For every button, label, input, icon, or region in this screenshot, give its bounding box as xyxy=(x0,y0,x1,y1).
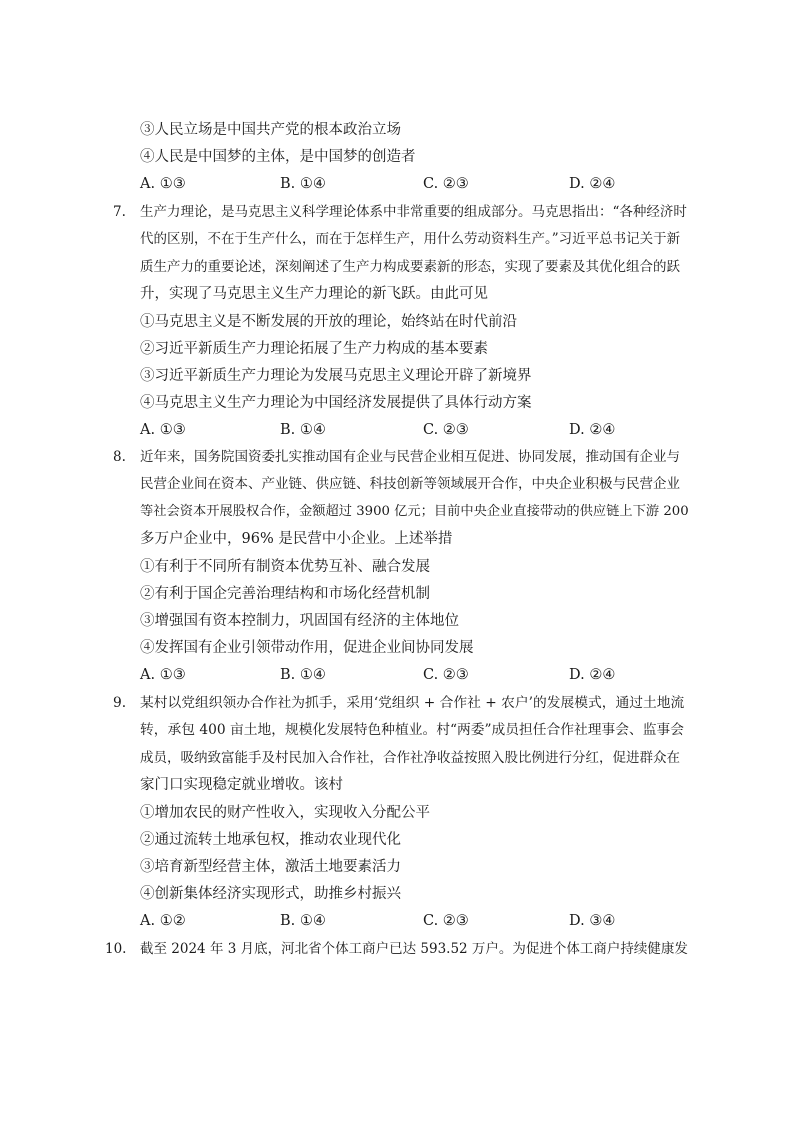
q9-stem-line-4: 家门口实现稳定就业增收。该村 xyxy=(140,777,343,793)
q7-statement-1: ①马克思主义是不断发展的开放的理论，始终站在时代前沿 xyxy=(140,314,517,330)
q7-statement-2: ②习近平新质生产力理论拓展了生产力构成的基本要素 xyxy=(140,341,488,357)
q7-statement-3: ③习近平新质生产力理论为发展马克思主义理论开辟了新境界 xyxy=(140,368,532,384)
q9-option-a: A. ①② xyxy=(140,913,186,929)
q8-option-a: A. ①③ xyxy=(140,667,186,683)
q9-option-d: D. ③④ xyxy=(569,913,616,929)
q8-statement-3: ③增强国有资本控制力，巩固国有经济的主体地位 xyxy=(140,613,459,629)
q8-number: 8. xyxy=(113,449,126,465)
q9-stem-line-2: 转，承包 400 亩土地，规模化发展特色种植业。村“两委”成员担任合作社理事会、监事会 xyxy=(140,722,685,738)
q6-options xyxy=(140,171,670,197)
q6-option-b: B. ①④ xyxy=(280,176,326,192)
q8-option-d: D. ②④ xyxy=(569,667,616,683)
q10-number: 10. xyxy=(105,941,127,957)
q8-statement-4: ④发挥国有企业引领带动作用，促进企业间协同发展 xyxy=(140,640,474,656)
q9-option-c: C. ②③ xyxy=(423,913,469,929)
q7-option-b: B. ①④ xyxy=(280,422,326,438)
q7-option-c: C. ②③ xyxy=(423,422,469,438)
q10-stem-line-1: 10. 截至 2024 年 3 月底，河北省个体工商户已达 593.52 万户。为促进个体工商户持续健康发 xyxy=(105,936,688,962)
q7-stem-line-1: 7. 生产力理论，是马克思主义科学理论体系中非常重要的组成部分。马克思指出：“各种经济时 xyxy=(113,199,687,225)
q9-option-b: B. ①④ xyxy=(280,913,326,929)
q7-option-a: A. ①③ xyxy=(140,422,186,438)
q8-statement-1: ①有利于不同所有制资本优势互补、融合发展 xyxy=(140,559,430,575)
q8-stem-line-2: 民营企业间在资本、产业链、供应链、科技创新等领域展开合作，中央企业积极与民营企业 xyxy=(140,476,680,492)
q7-stem-line-2: 代的区别，不在于生产什么，而在于怎样生产，用什么劳动资料生产。”习近平总书记关于新 xyxy=(140,231,681,247)
q9-options xyxy=(140,908,670,934)
q6-statement-4: ④人民是中国梦的主体，是中国梦的创造者 xyxy=(140,149,416,165)
q8-option-c: C. ②③ xyxy=(423,667,469,683)
q9-number: 9. xyxy=(113,695,127,711)
q9-stem-line-3: 成员，吸纳致富能手及村民加入合作社，合作社净收益按照入股比例进行分红，促进群众在 xyxy=(140,750,680,766)
q9-stem-line-1: 9. 某村以党组织领办合作社为抓手，采用‘党组织 + 合作社 + 农户’的发展模式，通过土地流 xyxy=(113,690,684,716)
q7-stem-line-3: 质生产力的重要论述，深刻阐述了生产力构成要素新的形态，实现了要素及其优化组合的跃 xyxy=(140,259,680,275)
q9-statement-2: ②通过流转土地承包权，推动农业现代化 xyxy=(140,832,401,848)
q9-statement-1: ①增加农民的财产性收入，实现收入分配公平 xyxy=(140,805,430,821)
q7-stem-line-4: 升，实现了马克思主义生产力理论的新飞跃。由此可见 xyxy=(140,286,488,302)
q9-statement-3: ③培育新型经营主体，激活土地要素活力 xyxy=(140,859,401,875)
q9-statement-4: ④创新集体经济实现形式，助推乡村振兴 xyxy=(140,886,401,902)
q8-stem-line-3: 等社会资本开展股权合作，金额超过 3900 亿元；目前中央企业直接带动的供应链上下游 200 xyxy=(140,504,689,519)
q7-options xyxy=(140,417,670,443)
q7-option-d: D. ②④ xyxy=(569,422,616,438)
q6-option-d: D. ②④ xyxy=(569,176,616,192)
q7-number: 7. xyxy=(113,204,126,220)
q8-stem-line-1: 8. 近年来，国务院国资委扎实推动国有企业与民营企业相互促进、协同发展，推动国有企业与 xyxy=(113,444,680,470)
q7-statement-4: ④马克思主义生产力理论为中国经济发展提供了具体行动方案 xyxy=(140,395,532,411)
q6-statement-3: ③人民立场是中国共产党的根本政治立场 xyxy=(140,122,401,138)
q8-option-b: B. ①④ xyxy=(280,667,326,683)
q6-option-a: A. ①③ xyxy=(140,176,186,192)
q8-stem-line-4: 多万户企业中，96% 是民营中小企业。上述举措 xyxy=(140,531,453,547)
q8-options xyxy=(140,662,670,688)
q6-option-c: C. ②③ xyxy=(423,176,469,192)
q8-statement-2: ②有利于国企完善治理结构和市场化经营机制 xyxy=(140,586,430,602)
